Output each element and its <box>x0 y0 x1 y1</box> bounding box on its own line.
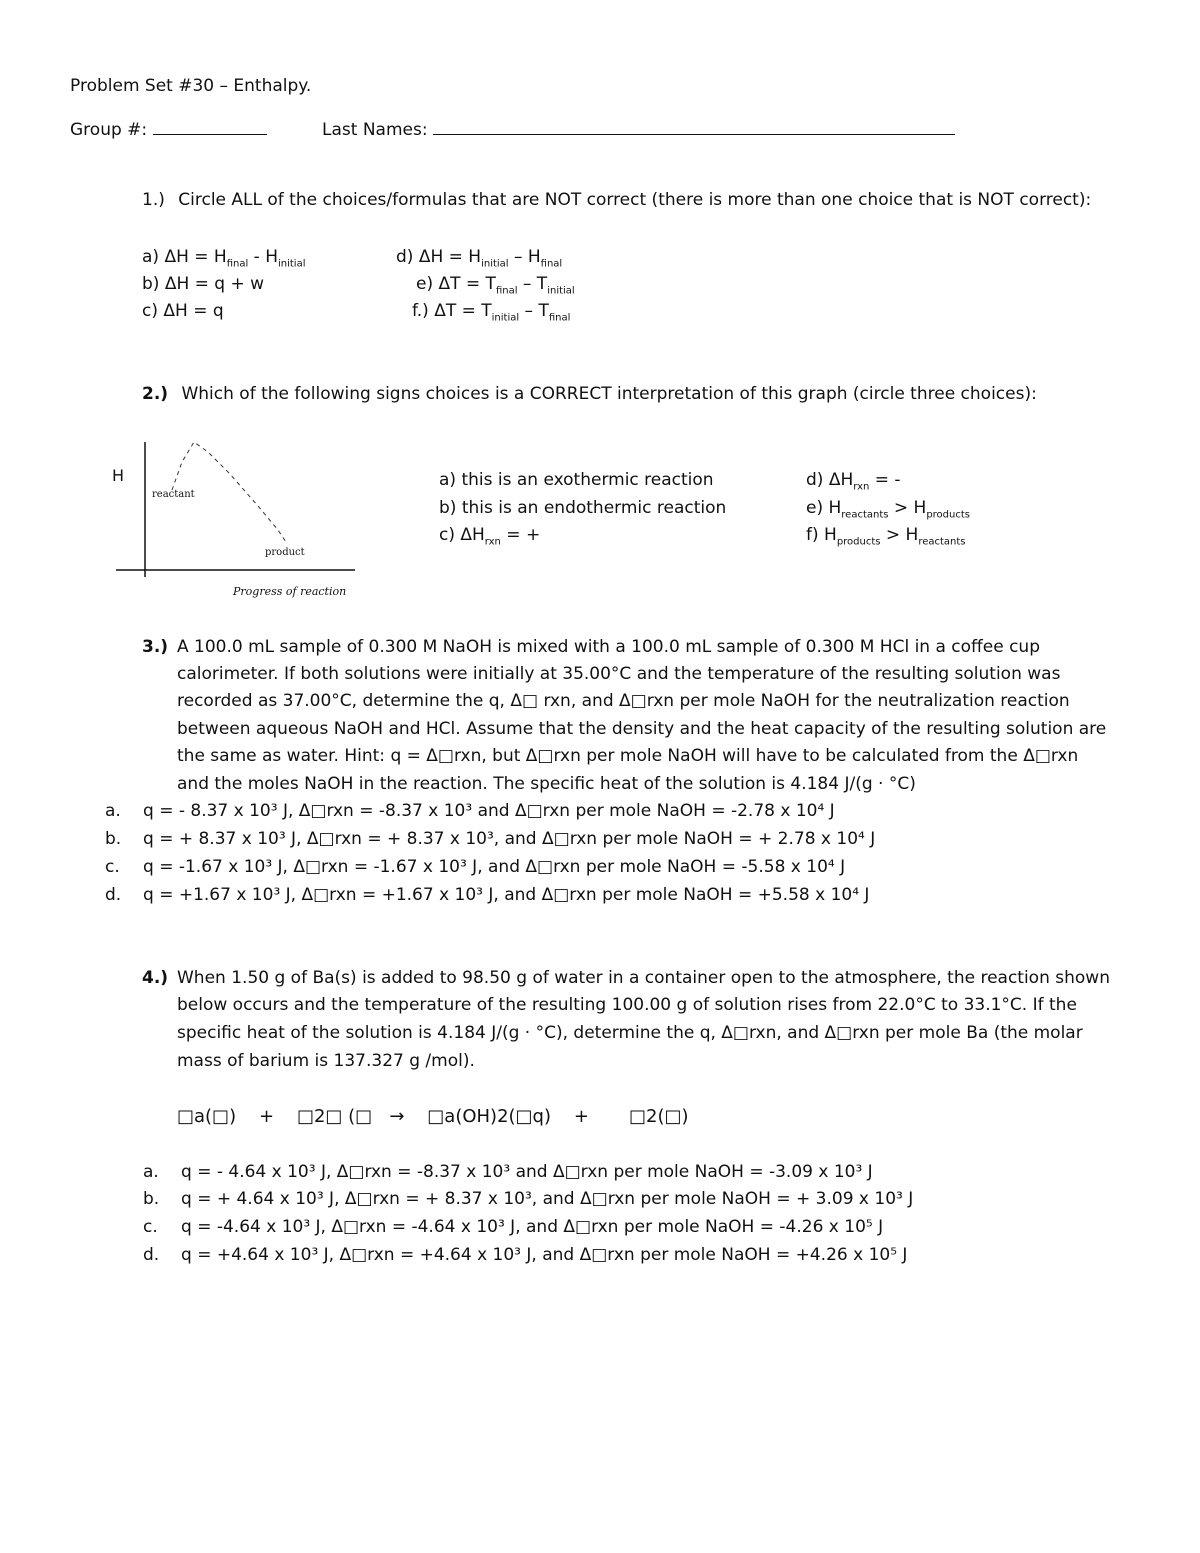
q1-prompt: Circle ALL of the choices/formulas that are NOT correct (there is more than one choice that is NOT correct): <box>178 190 1092 210</box>
q2-prompt-line <box>142 384 1037 404</box>
q3-answer-a[interactable]: a. q = - 8.37 x 10³ J, Δ□rxn = -8.37 x 10³ and Δ□rxn per mole NaOH = -2.78 x 10⁴ J <box>105 801 835 821</box>
q2-choice-d[interactable]: d) $\Delta H_{rxn}$ = - <box>806 470 901 493</box>
q2-choice-b[interactable]: b) this is an endothermic reaction <box>439 498 727 518</box>
q1-choice-d[interactable]: d) $\Delta H = H_{initial} - H_{final}$ <box>396 247 563 270</box>
enthalpy-graph <box>110 432 360 602</box>
q1-number: 1.) <box>142 190 165 210</box>
q1-choice-c[interactable]: c) ΔH = q <box>142 301 224 321</box>
q3-text-line-6: and the moles NaOH in the reaction. The specific heat of the solution is 4.184 J/(g · °C) <box>177 774 916 794</box>
reactant-label: reactant <box>152 489 195 500</box>
page-title: Problem Set #30 – Enthalpy. <box>70 76 312 96</box>
q2-choice-e[interactable]: e) $H_{reactants} > H_{products}$ <box>806 498 970 521</box>
group-blank[interactable] <box>153 120 267 135</box>
q4-text-line-1: When 1.50 g of Ba(s) is added to 98.50 g of water in a container open to the atmosphere, the reaction shown <box>177 968 1110 988</box>
q4-answer-b[interactable]: b. q = + 4.64 x 10³ J, Δ□rxn = + 8.37 x 10³, and Δ□rxn per mole NaOH = + 3.09 x 10³ J <box>143 1189 914 1209</box>
q3-text-line-1: A 100.0 mL sample of 0.300 M NaOH is mixed with a 100.0 mL sample of 0.300 M HCl in a coffee cup <box>177 637 1040 657</box>
q2-number: 2.) <box>142 384 169 404</box>
q3-text-line-5: the same as water. Hint: q = Δ□rxn, but Δ□rxn per mole NaOH will have to be calculated from the Δ□rxn <box>177 746 1079 766</box>
q3-text-line-3: recorded as 37.00°C, determine the q, Δ□ rxn, and Δ□rxn per mole NaOH for the neutralization reaction <box>177 691 1070 711</box>
q1-choice-b[interactable]: b) ΔH = q + w <box>142 274 265 294</box>
q1-choice-a[interactable]: a) $\Delta H = H_{final} - H_{initial}$ <box>142 247 306 270</box>
q1-choice-f[interactable]: f.) $\Delta T = T_{initial} - T_{final}$ <box>412 301 571 324</box>
names-blank[interactable] <box>433 120 955 135</box>
names-line <box>322 120 955 140</box>
q2-choice-f[interactable]: f) $H_{products} > H_{reactants}$ <box>806 525 966 548</box>
q1-choice-e[interactable]: e) $\Delta T = T_{final} - T_{initial}$ <box>416 274 575 297</box>
q4-answer-c[interactable]: c. q = -4.64 x 10³ J, Δ□rxn = -4.64 x 10³ J, and Δ□rxn per mole NaOH = -4.26 x 10⁵ J <box>143 1217 884 1237</box>
q4-number: 4.) <box>142 968 169 988</box>
q4-answer-d[interactable]: d. q = +4.64 x 10³ J, Δ□rxn = +4.64 x 10³ J, and Δ□rxn per mole NaOH = +4.26 x 10⁵ J <box>143 1245 908 1265</box>
q4-answer-a[interactable]: a. q = - 4.64 x 10³ J, Δ□rxn = -8.37 x 10³ and Δ□rxn per mole NaOH = -3.09 x 10³ J <box>143 1162 873 1182</box>
q2-choice-a[interactable]: a) this is an exothermic reaction <box>439 470 714 490</box>
q3-text-line-4: between aqueous NaOH and HCl. Assume that the density and the heat capacity of the resulting solution are <box>177 719 1107 739</box>
q3-answer-b[interactable]: b. q = + 8.37 x 10³ J, Δ□rxn = + 8.37 x 10³, and Δ□rxn per mole NaOH = + 2.78 x 10⁴ J <box>105 829 876 849</box>
q2-choice-c[interactable]: c) $\Delta H_{rxn}$ = + <box>439 525 541 548</box>
q3-number: 3.) <box>142 637 169 657</box>
q3-answer-c[interactable]: c. q = -1.67 x 10³ J, Δ□rxn = -1.67 x 10³ J, and Δ□rxn per mole NaOH = -5.58 x 10⁴ J <box>105 857 846 877</box>
group-label: Group #: <box>70 120 148 140</box>
q4-text-line-4: mass of barium is 137.327 g /mol). <box>177 1051 475 1071</box>
product-label: product <box>265 547 305 558</box>
graph-y-label: H <box>112 466 125 485</box>
q3-answer-d[interactable]: d. q = +1.67 x 10³ J, Δ□rxn = +1.67 x 10³ J, and Δ□rxn per mole NaOH = +5.58 x 10⁴ J <box>105 885 870 905</box>
q4-text-line-2: below occurs and the temperature of the resulting 100.00 g of solution rises from 22.0°C to 33.1°C. If the <box>177 995 1077 1015</box>
q1-prompt-line <box>142 190 1091 210</box>
graph-x-label: Progress of reaction <box>233 585 347 598</box>
names-label: Last Names: <box>322 120 428 140</box>
q3-text-line-2: calorimeter. If both solutions were initially at 35.00°C and the temperature of the resulting solution was <box>177 664 1061 684</box>
group-line <box>70 120 267 140</box>
q4-text-line-3: specific heat of the solution is 4.184 J/(g · °C), determine the q, Δ□rxn, and Δ□rxn per mole Ba (the molar <box>177 1023 1083 1043</box>
q4-equation: □a(□) + □2□ (□ → □a(OH)2(□q) + □2(□) <box>177 1106 689 1127</box>
q2-prompt: Which of the following signs choices is a CORRECT interpretation of this graph (circle three choices): <box>181 384 1037 404</box>
